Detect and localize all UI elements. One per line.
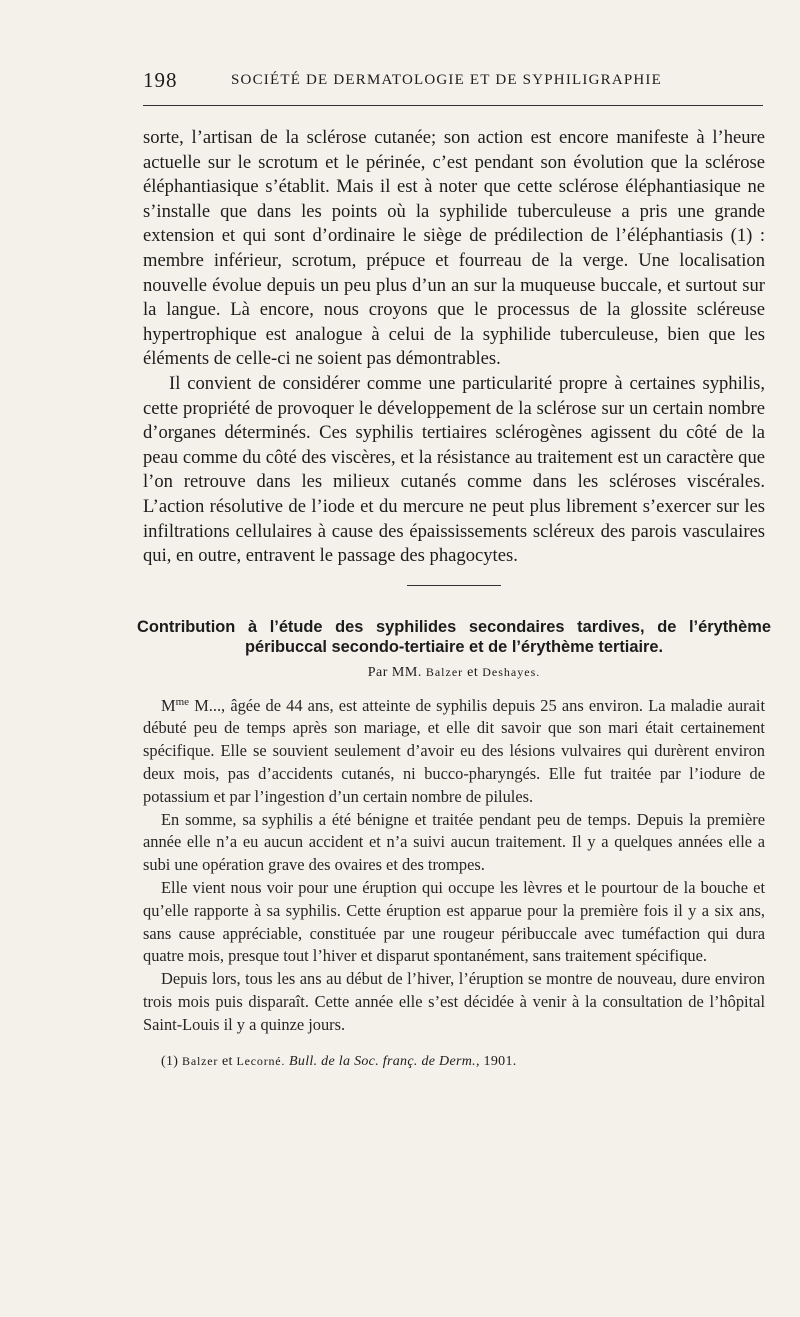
article-authors	[143, 665, 765, 681]
footnote-author: Balzer	[182, 1053, 219, 1068]
footnote-marker: (1)	[161, 1053, 179, 1069]
footnote-journal: Bull. de la Soc. franç. de Derm.	[289, 1053, 476, 1069]
author-name: Balzer	[425, 664, 464, 679]
authors-prefix: Par MM.	[367, 664, 422, 680]
section-divider	[407, 585, 501, 586]
case-title-abbrev: M	[161, 695, 176, 715]
paragraph: Elle vient nous voir pour une éruption qui occupe les lèvres et le pourtour de la bouche et qu’elle rapporte à sa syphilis. Cette éruption est apparue pour la première fois il y a six ans, sans cause appréciable, constituée par une rougeur péribuccale avec tuméfaction qui dura quatre mois, presque tout l’hiver et disparut spontanément, sans traitement spécifique.	[143, 878, 765, 966]
footnote-year: , 1901.	[475, 1053, 517, 1069]
case-paragraph	[143, 695, 765, 809]
case-title-sup: me	[175, 695, 190, 708]
paragraph: En somme, sa syphilis a été bénigne et traitée pendant peu de temps. Depuis la première année elle n’a eu aucun accident et n’a suivi aucun traitement. Il y a quelques années elle a subi une opération grave des ovaires et des trompes.	[143, 809, 765, 875]
article-title: Contribution à l’étude des syphilides secondaires tardives, de l’érythème péribuccal secondo-tertiaire et de l’érythème tertiaire.	[137, 617, 771, 656]
footnote-author: Lecorné.	[236, 1053, 286, 1068]
author-name: Deshayes.	[482, 664, 541, 679]
running-head	[143, 68, 763, 98]
page-number: 198	[143, 68, 178, 92]
continued-paragraph: sorte, l’artisan de la sclérose cutanée; son action est encore manifeste à l’heure actuelle sur le scrotum et le périnée, c’est pendant son évolution que la sclérose éléphantiasique s’établit. Mais il est à noter que cette sclérose éléphantiasique ne s’installe que dans les points où la syphilide tuberculeuse a pris une grande extension et qui sont d’ordinaire le siège de prédilection de l’éléphantiasis (1) : membre inférieur, scrotum, prépuce et fourreau de la verge. Une localisation nouvelle évolue depuis un peu plus d’un an sur la muqueuse buccale, et surtout sur la langue. Là encore, nous croyons que le processus de la glossite scléreuse hypertrophique est analogue à celui de la syphilide tuberculeuse, bien que les éléments de celle-ci ne soient pas démontrables.	[143, 127, 765, 370]
footnote-joiner: et	[221, 1053, 233, 1069]
page-body	[137, 126, 771, 1072]
paragraph: Il convient de considérer comme une particularité propre à certaines syphilis, cette propriété de provoquer le développement de la sclérose sur un certain nombre d’organes déterminés. Ces syphilis tertiaires sclérogènes agissent du côté de la peau comme du côté des viscères, et la résistance au traitement est un caractère que l’on retrouve dans les milieux cutanés comme dans les scléroses viscérales. L’action résolutive de l’iode et du mercure ne peut plus librement s’exercer sur les infiltrations cellulaires à cause des épaississements scléreux des parois vasculaires qui, en outre, entravent le passage des phagocytes.	[143, 372, 765, 567]
footnote	[143, 1051, 765, 1072]
running-title: SOCIÉTÉ DE DERMATOLOGIE ET DE SYPHILIGRAPHIE	[231, 72, 662, 88]
author-joiner: et	[467, 664, 479, 680]
paragraph: Depuis lors, tous les ans au début de l’hiver, l’éruption se montre de nouveau, dure environ trois mois puis disparaît. Cette année elle s’est décidée à venir à la consultation de l’hôpital Saint-Louis il y a quinze jours.	[143, 969, 765, 1034]
header-rule	[143, 105, 763, 106]
case-opening-text: M..., âgée de 44 ans, est atteinte de syphilis depuis 25 ans environ. La maladie aurait débuté peu de temps après son mariage, et elle dit savoir que son mari était certainement spécifique. Elle se souvient seulement d’avoir eu des lésions vulvaires qui durèrent environ deux mois, pas d’accidents cutanés, ni bucco-pharyngés. Elle fut traitée par l’iodure de potassium et par l’ingestion d’un certain nombre de pilules.	[143, 695, 765, 806]
